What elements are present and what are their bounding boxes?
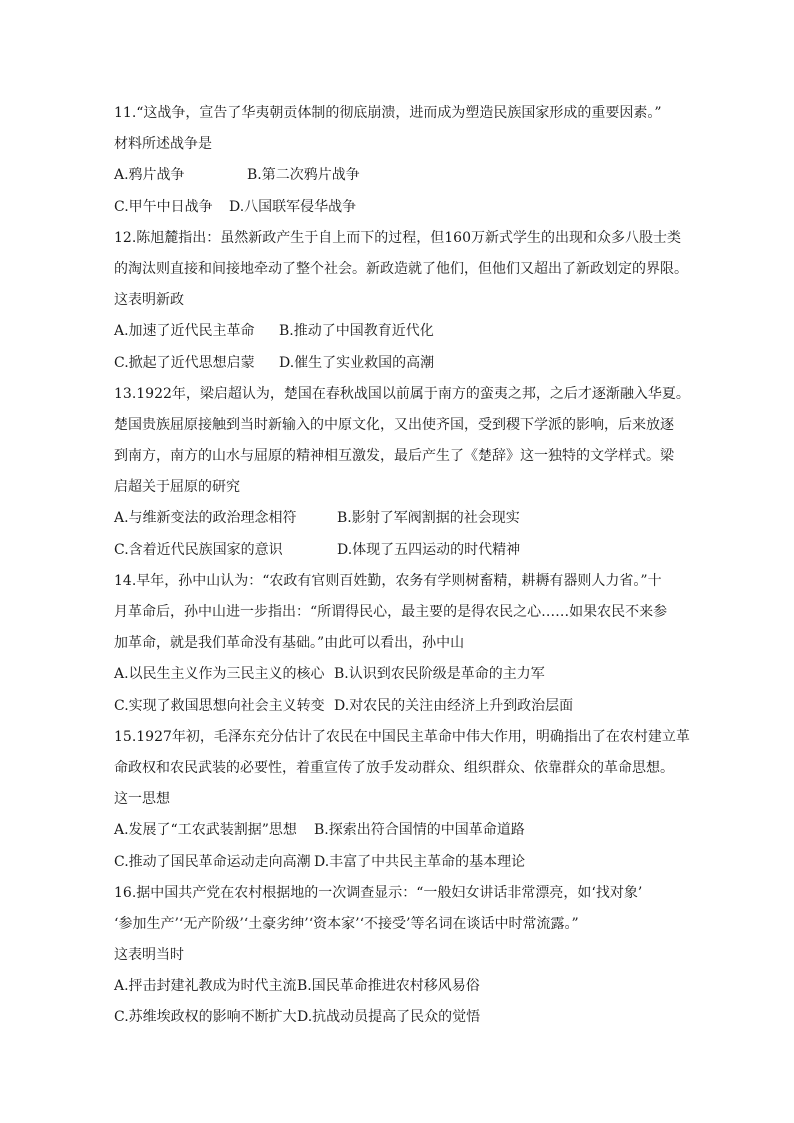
question-12 xyxy=(114,223,689,379)
option-c[interactable]: C.苏维埃政权的影响不断扩大 xyxy=(114,1009,297,1026)
option-b[interactable]: B.影射了军阀割据的社会现实 xyxy=(337,510,520,527)
option-b[interactable]: B.认识到农民阶级是革命的主力军 xyxy=(334,666,545,683)
question-stem-line: 14.早年，孙中山认为：“农政有官则百姓勤，农务有学则树畜精，耕耨有器则人力省。”十 xyxy=(114,572,662,589)
question-stem-line: 楚国贵族屈原接触到当时新输入的中原文化，又出使齐国，受到稷下学派的影响，后来放逐 xyxy=(114,416,674,433)
options-row xyxy=(114,316,689,347)
question-stem-line: 12.陈旭麓指出：虽然新政产生于自上而下的过程，但160万新式学生的出现和众多八股士类 xyxy=(114,229,681,246)
options-row xyxy=(114,1002,689,1033)
options-row xyxy=(114,535,689,566)
options-row xyxy=(114,815,689,846)
question-stem-line: 15.1927年初，毛泽东充分估计了农民在中国民主革命中伟大作用，明确指出了在农村建立革 xyxy=(114,728,690,745)
question-stem-line: 的淘汰则直接和间接地牵动了整个社会。新政造就了他们，但他们又超出了新政划定的界限。 xyxy=(114,260,688,277)
question-15 xyxy=(114,722,689,878)
option-a[interactable]: A.加速了近代民主革命 xyxy=(114,323,255,340)
option-c[interactable]: C.掀起了近代思想启蒙 xyxy=(114,354,255,371)
question-stem-line: 这一思想 xyxy=(114,791,170,808)
option-b[interactable]: B.国民革命推进农村移风易俗 xyxy=(297,978,480,995)
option-d[interactable]: D.八国联军侵华战争 xyxy=(229,198,357,215)
question-stem-line: 11.“这战争，宣告了华夷朝贡体制的彻底崩溃，进而成为塑造民族国家形成的重要因素。” xyxy=(114,105,662,121)
question-16 xyxy=(114,878,689,1034)
question-13 xyxy=(114,379,689,566)
options-row xyxy=(114,971,689,1002)
option-b[interactable]: B.探索出符合国情的中国革命道路 xyxy=(314,822,525,839)
options-row xyxy=(114,192,689,223)
option-d[interactable]: D.抗战动员提高了民众的觉悟 xyxy=(297,1009,481,1026)
option-a[interactable]: A.与维新变法的政治理念相符 xyxy=(114,510,297,527)
question-14 xyxy=(114,566,689,722)
option-b[interactable]: B.推动了中国教育近代化 xyxy=(279,323,434,340)
option-d[interactable]: D.丰富了中共民主革命的基本理论 xyxy=(314,853,526,870)
question-stem-line: 这表明新政 xyxy=(114,292,184,309)
question-stem-line: 加革命，就是我们革命没有基础。”由此可以看出，孙中山 xyxy=(114,635,465,652)
option-b[interactable]: B.第二次鸦片战争 xyxy=(247,167,360,184)
question-stem-line: 13.1922年，梁启超认为，楚国在春秋战国以前属于南方的蛮夷之邦，之后才逐渐融入华夏。 xyxy=(114,385,690,402)
options-row xyxy=(114,659,689,690)
option-c[interactable]: C.实现了救国思想向社会主义转变 xyxy=(114,697,325,714)
question-stem-line: 材料所述战争是 xyxy=(114,136,212,153)
question-stem-line: 启超关于屈原的研究 xyxy=(114,479,240,496)
option-a[interactable]: A.发展了“工农武装割据”思想 xyxy=(114,822,297,839)
option-c[interactable]: C.甲午中日战争 xyxy=(114,198,213,215)
options-row xyxy=(114,348,689,379)
question-stem-line: 月革命后，孙中山进一步指出：“所谓得民心，最主要的是得农民之心……如果农民不来参 xyxy=(114,604,668,620)
option-c[interactable]: C.含着近代民族国家的意识 xyxy=(114,541,283,558)
option-d[interactable]: D.对农民的关注由经济上升到政治层面 xyxy=(334,697,574,714)
question-stem-line: 16.据中国共产党在农村根据地的一次调查显示：“一般妇女讲话非常漂亮，如‘找对象’ xyxy=(114,884,643,901)
question-11 xyxy=(114,98,689,223)
question-stem-line: 命政权和农民武装的必要性，着重宣传了放手发动群众、组织群众、依靠群众的革命思想。 xyxy=(114,759,674,776)
option-d[interactable]: D.催生了实业救国的高潮 xyxy=(279,354,435,371)
question-stem-line: 这表明当时 xyxy=(114,947,184,964)
document-page xyxy=(114,98,689,1034)
options-row xyxy=(114,847,689,878)
option-a[interactable]: A.抨击封建礼教成为时代主流 xyxy=(114,978,297,995)
options-row xyxy=(114,503,689,534)
question-stem-line: 到南方，南方的山水与屈原的精神相互激发，最后产生了《楚辞》这一独特的文学样式。梁 xyxy=(114,448,674,465)
option-a[interactable]: A.以民生主义作为三民主义的核心 xyxy=(114,666,325,683)
options-row xyxy=(114,160,689,191)
option-c[interactable]: C.推动了国民革命运动走向高潮 xyxy=(114,853,311,870)
option-a[interactable]: A.鸦片战争 xyxy=(114,167,185,184)
question-stem-line: ‘参加生产’‘无产阶级’‘土豪劣绅’‘资本家’‘不接受’等名词在谈话中时常流露。” xyxy=(114,915,579,932)
option-d[interactable]: D.体现了五四运动的时代精神 xyxy=(337,541,521,558)
options-row xyxy=(114,691,689,722)
